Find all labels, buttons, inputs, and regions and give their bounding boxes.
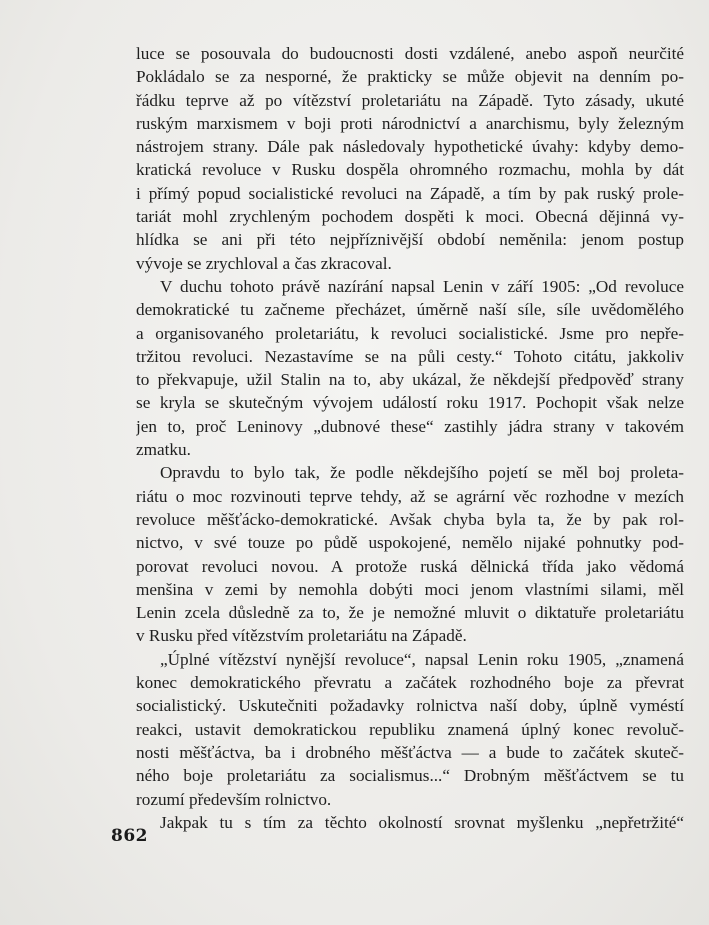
text-line: nosti měšťáctva, ba i drobného měšťáctva — a bude to začátek skuteč- (136, 742, 684, 762)
text-line: Jakpak tu s tím za těchto okolností srovnat myšlenku „nepřetržité“ (160, 812, 684, 832)
text-line: hlídka se ani při této nejpříznivější období neměnila: jenom postup (136, 230, 684, 250)
text-line: řádku teprve až po vítězství proletariátu na Západě. Tyto zásady, ukuté (136, 90, 684, 110)
text-line: ného boje proletariátu za socialismus...“ Drobným měšťáctvem se tu (136, 766, 684, 786)
page-number: 862 (111, 826, 148, 846)
text-line: i přímý popud socialistické revoluci na Západě, a tím by pak ruský prole- (136, 183, 684, 203)
text-line: rozumí především rolnictvo. (136, 789, 332, 809)
text-line: vývoje se zrychloval a čas zkracoval. (136, 253, 392, 273)
text-line: ruským marxismem v boji proti národnictví a anarchismu, byly železným (136, 113, 684, 133)
text-line: tariát mohl zrychleným pochodem dospěti k moci. Obecná dějinná vy- (136, 207, 684, 227)
text-line: jen to, proč Leninovy „dubnové these“ zastihly jádra strany v takovém (136, 416, 684, 436)
text-line: Opravdu to bylo tak, že podle někdejšího pojetí se měl boj proleta- (160, 463, 684, 483)
text-line: zmatku. (136, 440, 191, 460)
text-line: reakci, ustavit demokratickou republiku znamená úplný konec revoluč- (136, 719, 684, 739)
text-line: revoluce měšťácko-demokratické. Avšak chyba byla ta, že by pak rol- (136, 509, 684, 529)
text-line: Pokládalo se za nesporné, že prakticky se může objevit na denním po- (136, 67, 684, 87)
text-line: nástrojem strany. Dále pak následovaly hypothetické úvahy: kdyby demo- (136, 137, 684, 157)
text-line: kratická revoluce v Rusku dospěla ohromného rozmachu, mohla by dát (136, 160, 684, 180)
text-line: Lenin zcela důsledně za to, že je nemožné mluvit o diktatuře proletariátu (136, 603, 684, 623)
body-text (136, 42, 684, 834)
text-line: „Úplné vítězství nynější revoluce“, napsal Lenin roku 1905, „znamená (160, 649, 684, 669)
text-line: se kryla se skutečným vývojem událostí roku 1917. Pochopit však nelze (136, 393, 684, 413)
text-line: to překvapuje, užil Stalin na to, aby ukázal, že někdejší předpověď strany (136, 370, 684, 390)
text-line: a organisovaného proletariátu, k revoluci socialistické. Jsme pro nepře- (136, 323, 684, 343)
text-line: V duchu tohoto právě nazírání napsal Lenin v září 1905: „Od revoluce (160, 276, 684, 296)
text-line: luce se posouvala do budoucnosti dosti vzdálené, anebo aspoň neurčité (136, 44, 684, 63)
text-line: menšina v zemi by nemohla dobýti moci jenom vlastními silami, měl (136, 579, 684, 599)
text-line: tržitou revoluci. Nezastavíme se na půli cesty.“ Tohoto citátu, jakkoliv (136, 346, 684, 366)
text-line: riátu o moc rozvinouti teprve tehdy, až se agrární věc rozhodne v mezích (136, 486, 684, 506)
text-line: v Rusku před vítězstvím proletariátu na Západě. (136, 626, 467, 646)
text-line: demokratické tu začneme přecházet, úměrně naší síle, síle uvědomělého (136, 300, 684, 320)
text-line: konec demokratického převratu a začátek rozhodného boje za převrat (136, 673, 684, 693)
text-line: socialistický. Uskutečniti požadavky rolnictva naší doby, úplně vyméstí (136, 696, 684, 716)
text-line: nictvo, v své touze po půdě uspokojené, nemělo nijaké pohnutky pod- (136, 533, 684, 553)
text-line: porovat revoluci novou. A protože ruská dělnická třída jako vědomá (136, 556, 684, 576)
